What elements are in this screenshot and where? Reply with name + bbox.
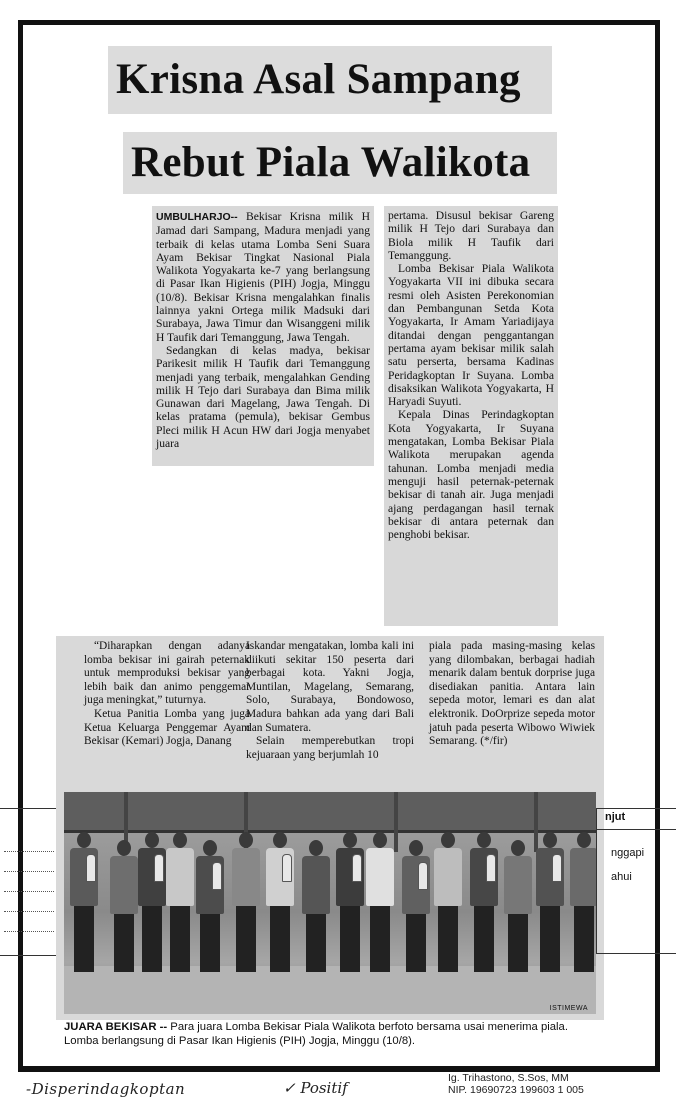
article-column-5	[429, 640, 595, 749]
article-column-4	[246, 640, 414, 762]
article-paragraph: piala pada masing-masing kelas yang dilombakan, berbagai hadiah menarik dalam bentuk dorprise juga disediakan panitia. Antara lain sepeda motor, lemari es dan alat elektronik. DoOrprize sepeda motor jatuh pada peserta Wibowo Wiwiek Semarang. (*/fir)	[429, 640, 595, 748]
headline-line-2: Rebut Piala Walikota	[123, 132, 557, 194]
form-table-right	[596, 808, 676, 954]
article-paragraph	[156, 210, 370, 344]
caption-text: Para juara Lomba Bekisar Piala Walikota berfoto bersama usai menerima piala. Lomba berlangsung di Pasar Ikan Higienis (PIH) Jogja, Minggu (10/8).	[64, 1021, 568, 1047]
dateline: UMBULHARJO--	[156, 211, 238, 223]
article-paragraph: Iskandar mengatakan, lomba kali ini diikuti sekitar 150 peserta dari berbagai kota. Yakni Jogja, Muntilan, Magelang, Semarang, Solo, Surabaya, Bondowoso, Madura bahkan ada yang dari Bali dan Sumatera.	[246, 640, 414, 734]
article-paragraph: Ketua Panitia Lomba yang juga Ketua Keluarga Penggemar Ayam Bekisar (Kemari) Jogja, Danang	[84, 707, 250, 748]
form-header: njut	[605, 811, 626, 823]
article-column-3	[84, 640, 250, 749]
form-table-left	[0, 808, 56, 956]
article-column-2	[384, 206, 558, 626]
photo-caption	[64, 1020, 604, 1054]
article-paragraph: “Diharapkan dengan adanya lomba bekisar ini gairah peternak untuk memproduksi bekisar yang lebih baik dan animo penggemar juga meningkat,” tuturnya.	[84, 640, 250, 707]
paragraph-text: Bekisar Krisna milik H Jamad dari Sampang, Madura menjadi yang terbaik di kelas utama Lomba Seni Suara Ayam Bekisar Tingkat Nasional Piala Walikota Yogyakarta ke-7 yang berlangsung di Pasar Ikan Higienis (PIH) Jogja, Minggu (10/8). Bekisar Krisna mengalahkan finalis lainnya yakni Ortega milik Madsuki dari Surabaya, Jawa Timur dan Wisanggeni milik H Taufik dari Temanggung, Jawa Tengah.	[156, 210, 370, 344]
headline-line-1: Krisna Asal Sampang	[108, 46, 552, 114]
article-paragraph: Selain memperebutkan tropi kejuaraan yang berjumlah 10	[246, 735, 414, 761]
article-paragraph: pertama. Disusul bekisar Gareng milik H Tejo dari Surabaya dan Biola milik H Taufik dari Temanggung.	[388, 209, 554, 262]
article-column-1	[152, 206, 374, 466]
article-paragraph: Sedangkan di kelas madya, bekisar Parikesit milik H Taufik dari Temanggung menjadi yang terbaik, mengalahkan Gending milik H Tejo dari Surabaya dan Bima milik Gunawan dari Magelang, Jawa Tengah. Di kelas pratama (pemula), bekisar Gembus Pleci milik H Acun HW dari Jogja menyabet juara	[156, 343, 370, 451]
form-line: nggapi	[611, 847, 645, 859]
photo-roof	[64, 792, 596, 830]
photo-credit: ISTIMEWA	[549, 1005, 588, 1012]
handwritten-note: -Disperindagkoptan	[26, 1080, 186, 1098]
signature-name: Ig. Trihastono, S.Sos, MM	[448, 1072, 569, 1084]
group-photo	[64, 792, 596, 1014]
signature-nip: NIP. 19690723 199603 1 005	[448, 1084, 584, 1096]
signature-block	[448, 1072, 584, 1096]
caption-lead: JUARA BEKISAR --	[64, 1021, 168, 1033]
form-line: ahui	[611, 871, 632, 883]
article-paragraph: Kepala Dinas Perindagkoptan Kota Yogyakarta, Ir Suyana mengatakan, Lomba Bekisar Piala Walikota merupakan agenda tahunan. Lomba menjadi media menguji hasil peternak-peternak bekisar di tanah air. Juga menjadi ajang perdagangan hasil ternak bekisar di antara peternak dan penghobi bekisar.	[388, 408, 554, 542]
photo-ground	[64, 966, 596, 1014]
handwritten-check: ✓ Positif	[283, 1079, 348, 1097]
article-paragraph: Lomba Bekisar Piala Walikota Yogyakarta VII ini dibuka secara resmi oleh Asisten Perekonomian dan Pembangunan Setda Kota Yogyakarta, Ir Amam Yariadijaya ditandai dengan penggantangan pertama ayam bekisar milik salah satu perserta, bersama Kadinas Peridagkoptan Ir Suyana. Lomba disaksikan Walikota Yogyakarta, H Haryadi Suyuti.	[388, 262, 554, 409]
